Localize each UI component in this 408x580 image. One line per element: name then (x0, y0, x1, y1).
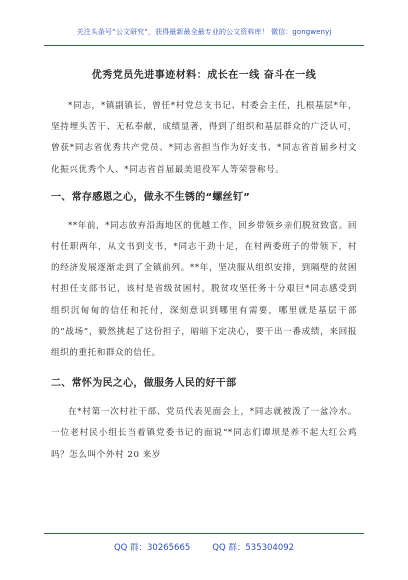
paragraph-section-2: 在*村第一次村社干部、党员代表见面会上，*同志就被泼了一盆冷水。一位老村民小组长当着镇党委书记的面说“*同志们谭坝是养不起大红公鸡吗？怎么叫个外村 20 来岁 (51, 407, 357, 460)
footer-qq-group-1: QQ 群：30265665 (113, 543, 191, 553)
document-body (51, 66, 357, 466)
paragraph-intro: *同志，*镇副镇长，曾任*村党总支书记、村委会主任，扎根基层*年，坚持埋头苦干、无私奉献，成绩显著，得到了组织和基层群众的广泛认可，曾获*同志省优秀共产党员、*同志省担当作为好支书、*同志省首届乡村文化振兴优秀个人、*同志省首届最美退役军人等荣誉称号。 (51, 101, 357, 175)
section-heading-1: 一、常存感恩之心，做永不生锈的“螺丝钉” (51, 191, 251, 203)
footer-qq-group-2: QQ 群：535304092 (212, 543, 295, 553)
section-heading-2: 二、常怀为民之心，做服务人民的好干部 (51, 378, 237, 390)
document-title: 优秀党员先进事迹材料：成长在一线 奋斗在一线 (91, 70, 317, 81)
header-divider (44, 45, 364, 46)
footer-divider (44, 533, 364, 534)
paragraph-section-1: **年前，*同志放弃沿海地区的优越工作，回乡带领乡亲们脱贫致富。回村任职两年，从文书到支书，*同志干劲十足，在村两委班子的带领下，村的经济发展逐渐走到了全镇前列。**年，坚决服从组织安排，到隔壁的贫困村担任支部书记，该村是省级贫困村，脱贫攻坚任务十分艰巨*同志感受到组织沉甸甸的信任和托付，深刻意识到哪里有需要，哪里就是基层干部的“战场”，毅然挑起了这份担子，暗暗下定决心，要干出一番成绩，来回报组织的重托和群众的信任。 (51, 220, 357, 359)
header-banner: 关注头条号“公文研究”，获得最新最全最专业的公文资料库！ 微信：gongwenyj (76, 28, 332, 36)
footer (0, 541, 408, 553)
